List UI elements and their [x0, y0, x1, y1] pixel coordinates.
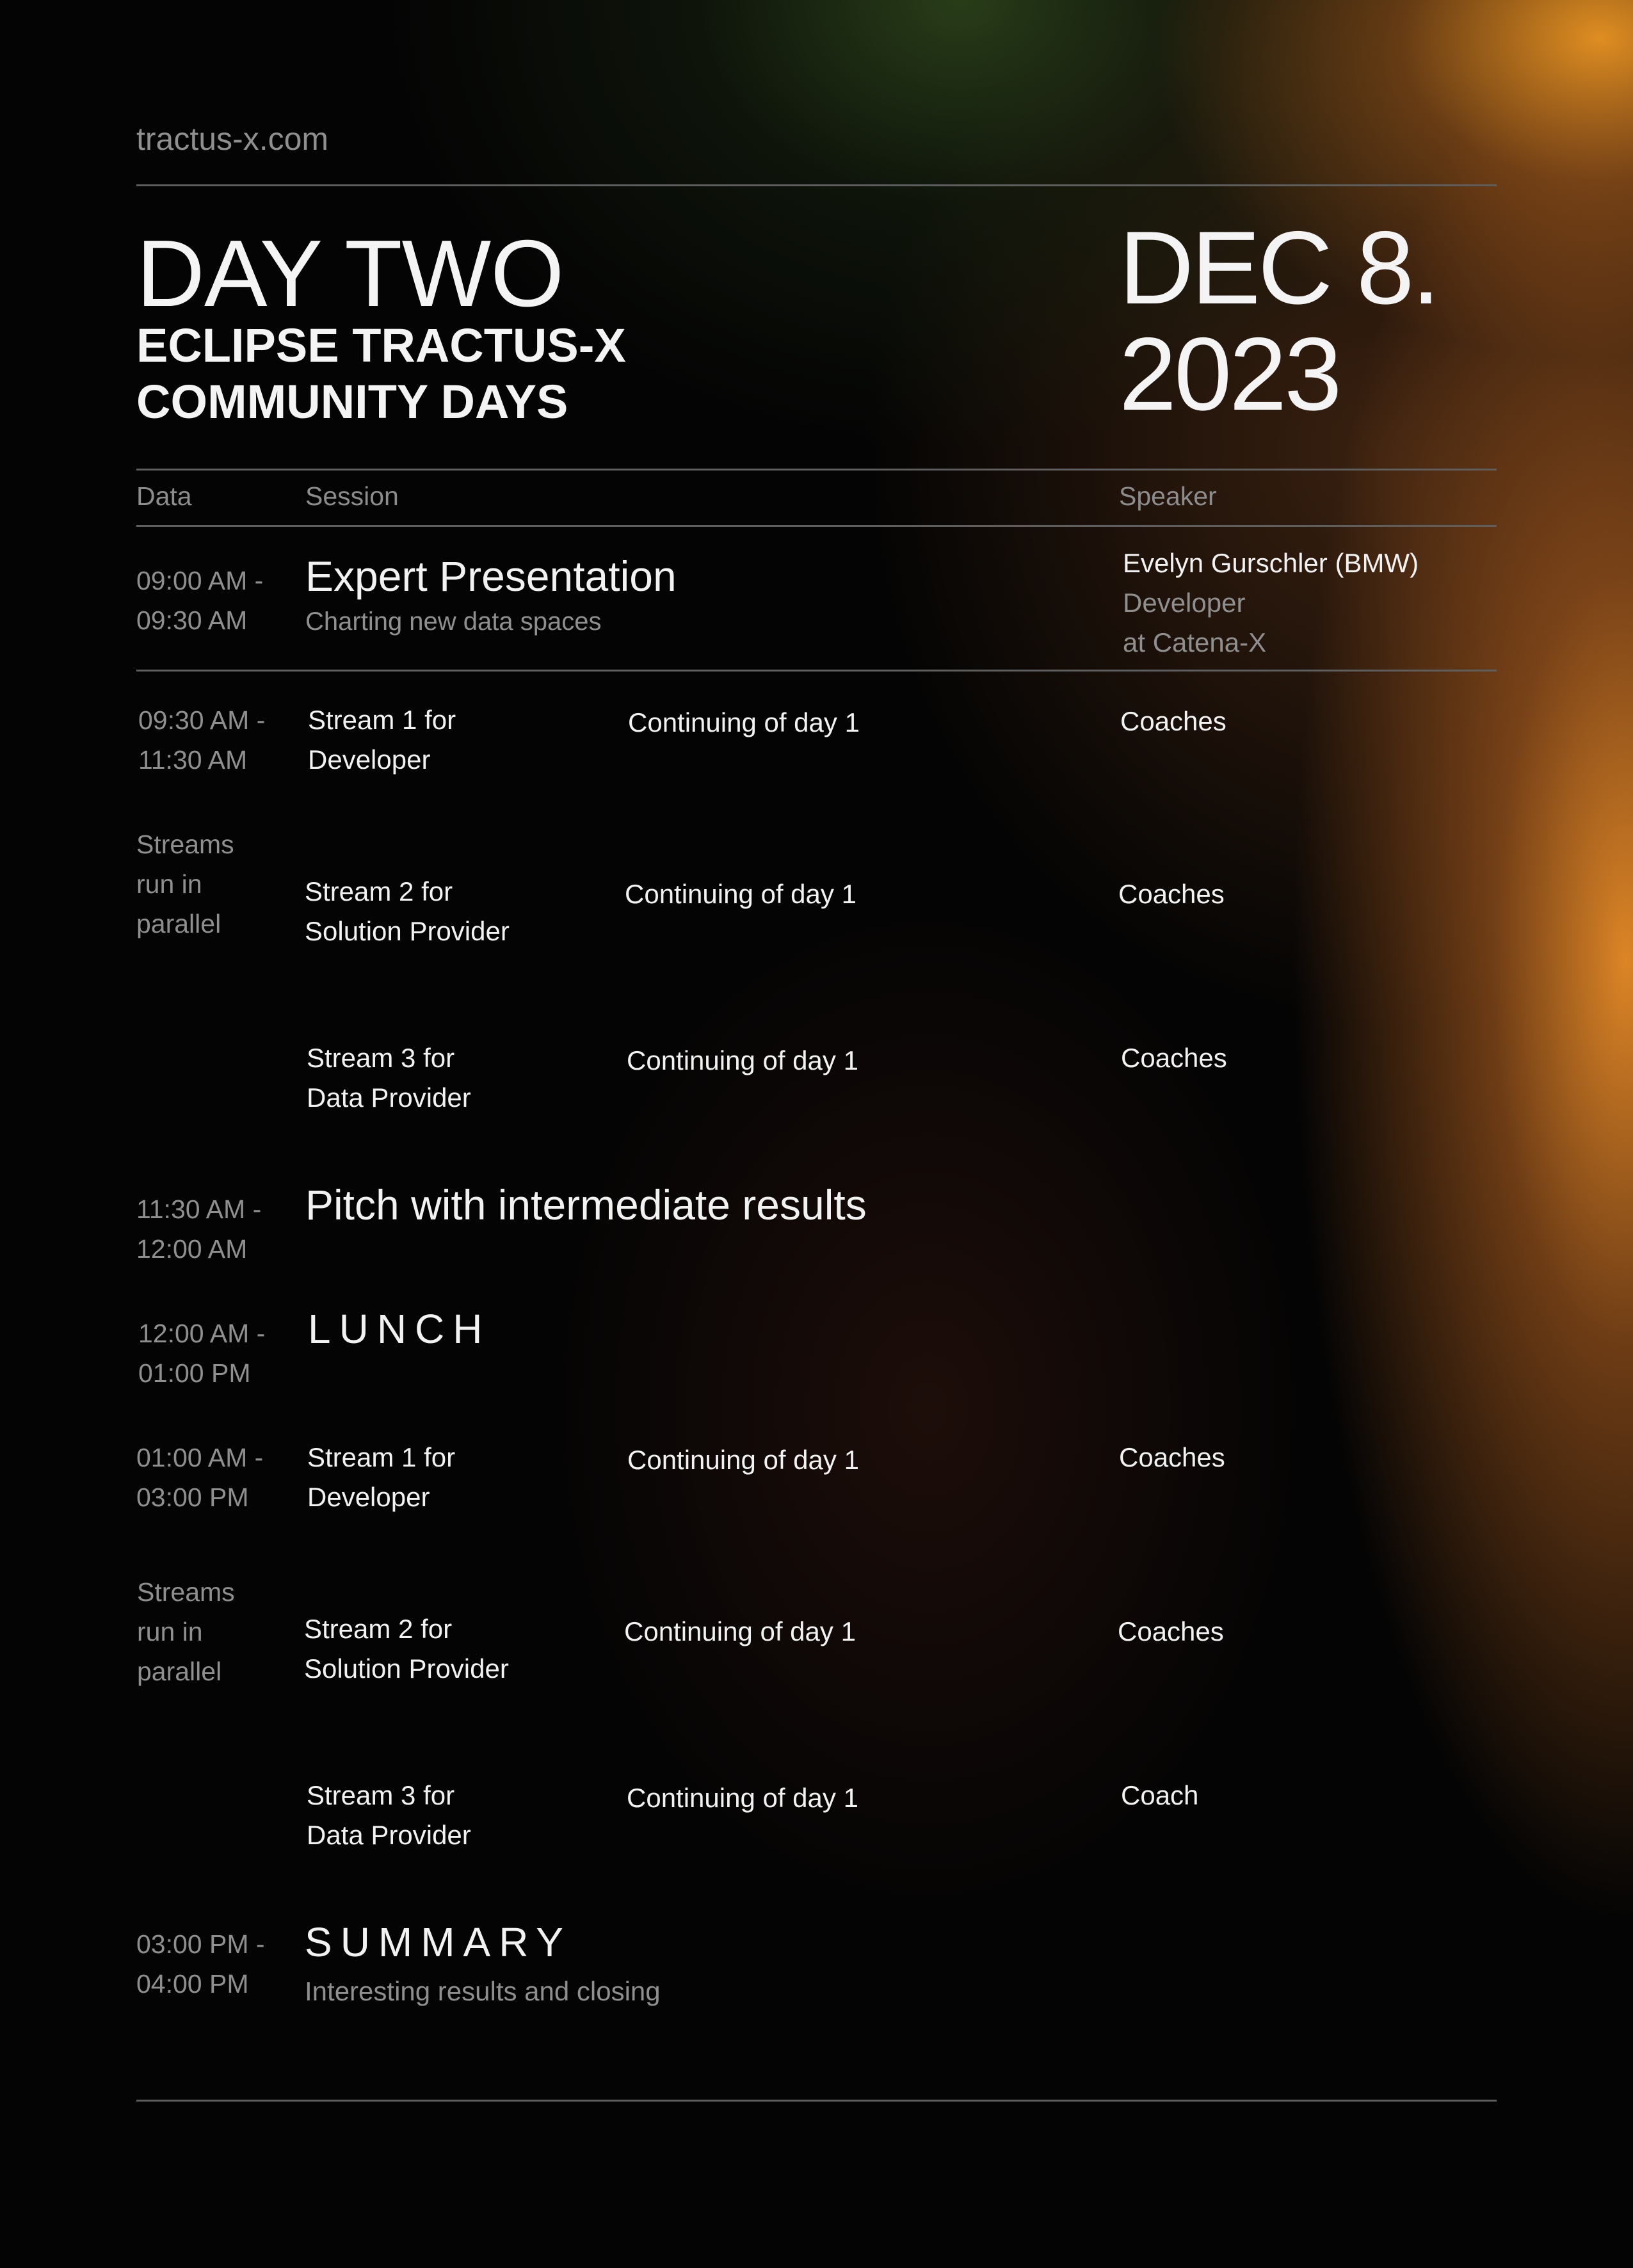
- block2-stream3-title: Stream 3 for: [307, 1780, 455, 1810]
- block2-stream3-desc: Continuing of day 1: [627, 1783, 858, 1813]
- summary-time-end: 04:00 PM: [136, 1969, 249, 1999]
- block1-stream1-speaker: Coaches: [1120, 706, 1227, 736]
- divider-columns: [136, 525, 1497, 527]
- block1-stream3-title: Stream 3 for: [307, 1043, 455, 1073]
- pitch-session-title: Pitch with intermediate results: [305, 1181, 867, 1228]
- event-date-line1: DEC 8.: [1119, 210, 1438, 326]
- block2-stream1-title: Stream 1 for: [307, 1442, 456, 1472]
- expert-speaker-name: Evelyn Gurschler (BMW): [1123, 548, 1419, 578]
- column-header-session: Session: [305, 481, 399, 511]
- block2-note-line1: Streams: [137, 1577, 235, 1607]
- expert-speaker-role: Developer: [1123, 588, 1246, 618]
- event-name-line1: ECLIPSE TRACTUS-X: [136, 319, 626, 372]
- lunch-session-title: LUNCH: [308, 1306, 491, 1352]
- block2-stream3-speaker: Coach: [1121, 1780, 1199, 1810]
- expert-speaker-org: at Catena-X: [1123, 627, 1267, 657]
- pitch-time-start: 11:30 AM -: [136, 1194, 262, 1224]
- expert-time-end: 09:30 AM: [136, 606, 248, 635]
- block1-time-end: 11:30 AM: [138, 745, 248, 775]
- block1-note-line3: parallel: [136, 909, 221, 938]
- block1-stream1-audience: Developer: [308, 744, 431, 775]
- pitch-time-end: 12:00 AM: [136, 1234, 248, 1264]
- event-date-line2: 2023: [1119, 316, 1340, 432]
- block2-stream2-audience: Solution Provider: [304, 1653, 509, 1684]
- expert-time-start: 09:00 AM -: [136, 566, 264, 595]
- block2-note-line3: parallel: [137, 1657, 222, 1686]
- lunch-time-start: 12:00 AM -: [138, 1319, 266, 1348]
- block2-stream3-audience: Data Provider: [307, 1820, 471, 1850]
- expert-session-subtitle: Charting new data spaces: [305, 607, 602, 636]
- block2-stream2-speaker: Coaches: [1118, 1616, 1224, 1646]
- block2-time-start: 01:00 AM -: [136, 1443, 264, 1472]
- block1-stream3-desc: Continuing of day 1: [627, 1045, 858, 1075]
- block1-stream3-audience: Data Provider: [307, 1082, 471, 1113]
- page-title: DAY TWO: [136, 221, 564, 326]
- summary-time-start: 03:00 PM -: [136, 1929, 265, 1959]
- divider-top: [136, 184, 1497, 186]
- block1-stream1-desc: Continuing of day 1: [628, 707, 860, 737]
- block1-stream2-title: Stream 2 for: [305, 876, 453, 906]
- summary-session-title: SUMMARY: [305, 1919, 572, 1965]
- block1-stream1-title: Stream 1 for: [308, 705, 456, 735]
- site-url[interactable]: tractus-x.com: [136, 121, 329, 157]
- divider-header: [136, 469, 1497, 470]
- expert-session-title: Expert Presentation: [305, 552, 677, 600]
- block1-stream2-speaker: Coaches: [1118, 879, 1225, 909]
- block2-stream1-audience: Developer: [307, 1482, 430, 1512]
- block2-stream2-title: Stream 2 for: [304, 1614, 453, 1644]
- block2-time-end: 03:00 PM: [136, 1483, 249, 1512]
- block1-time-start: 09:30 AM -: [138, 705, 266, 735]
- event-name-line2: COMMUNITY DAYS: [136, 375, 568, 428]
- divider-bottom: [136, 2100, 1497, 2102]
- divider-expert: [136, 670, 1497, 672]
- block1-note-line1: Streams: [136, 830, 234, 859]
- lunch-time-end: 01:00 PM: [138, 1358, 251, 1388]
- block2-note-line2: run in: [137, 1617, 203, 1646]
- block1-stream2-audience: Solution Provider: [305, 916, 510, 946]
- block2-stream1-speaker: Coaches: [1119, 1442, 1225, 1472]
- block2-stream2-desc: Continuing of day 1: [624, 1616, 856, 1646]
- block1-stream3-speaker: Coaches: [1121, 1043, 1227, 1073]
- column-header-data: Data: [136, 481, 192, 511]
- block1-stream2-desc: Continuing of day 1: [625, 879, 857, 909]
- column-header-speaker: Speaker: [1119, 481, 1217, 511]
- block1-note-line2: run in: [136, 869, 202, 899]
- summary-session-subtitle: Interesting results and closing: [305, 1976, 661, 2006]
- block2-stream1-desc: Continuing of day 1: [627, 1445, 859, 1475]
